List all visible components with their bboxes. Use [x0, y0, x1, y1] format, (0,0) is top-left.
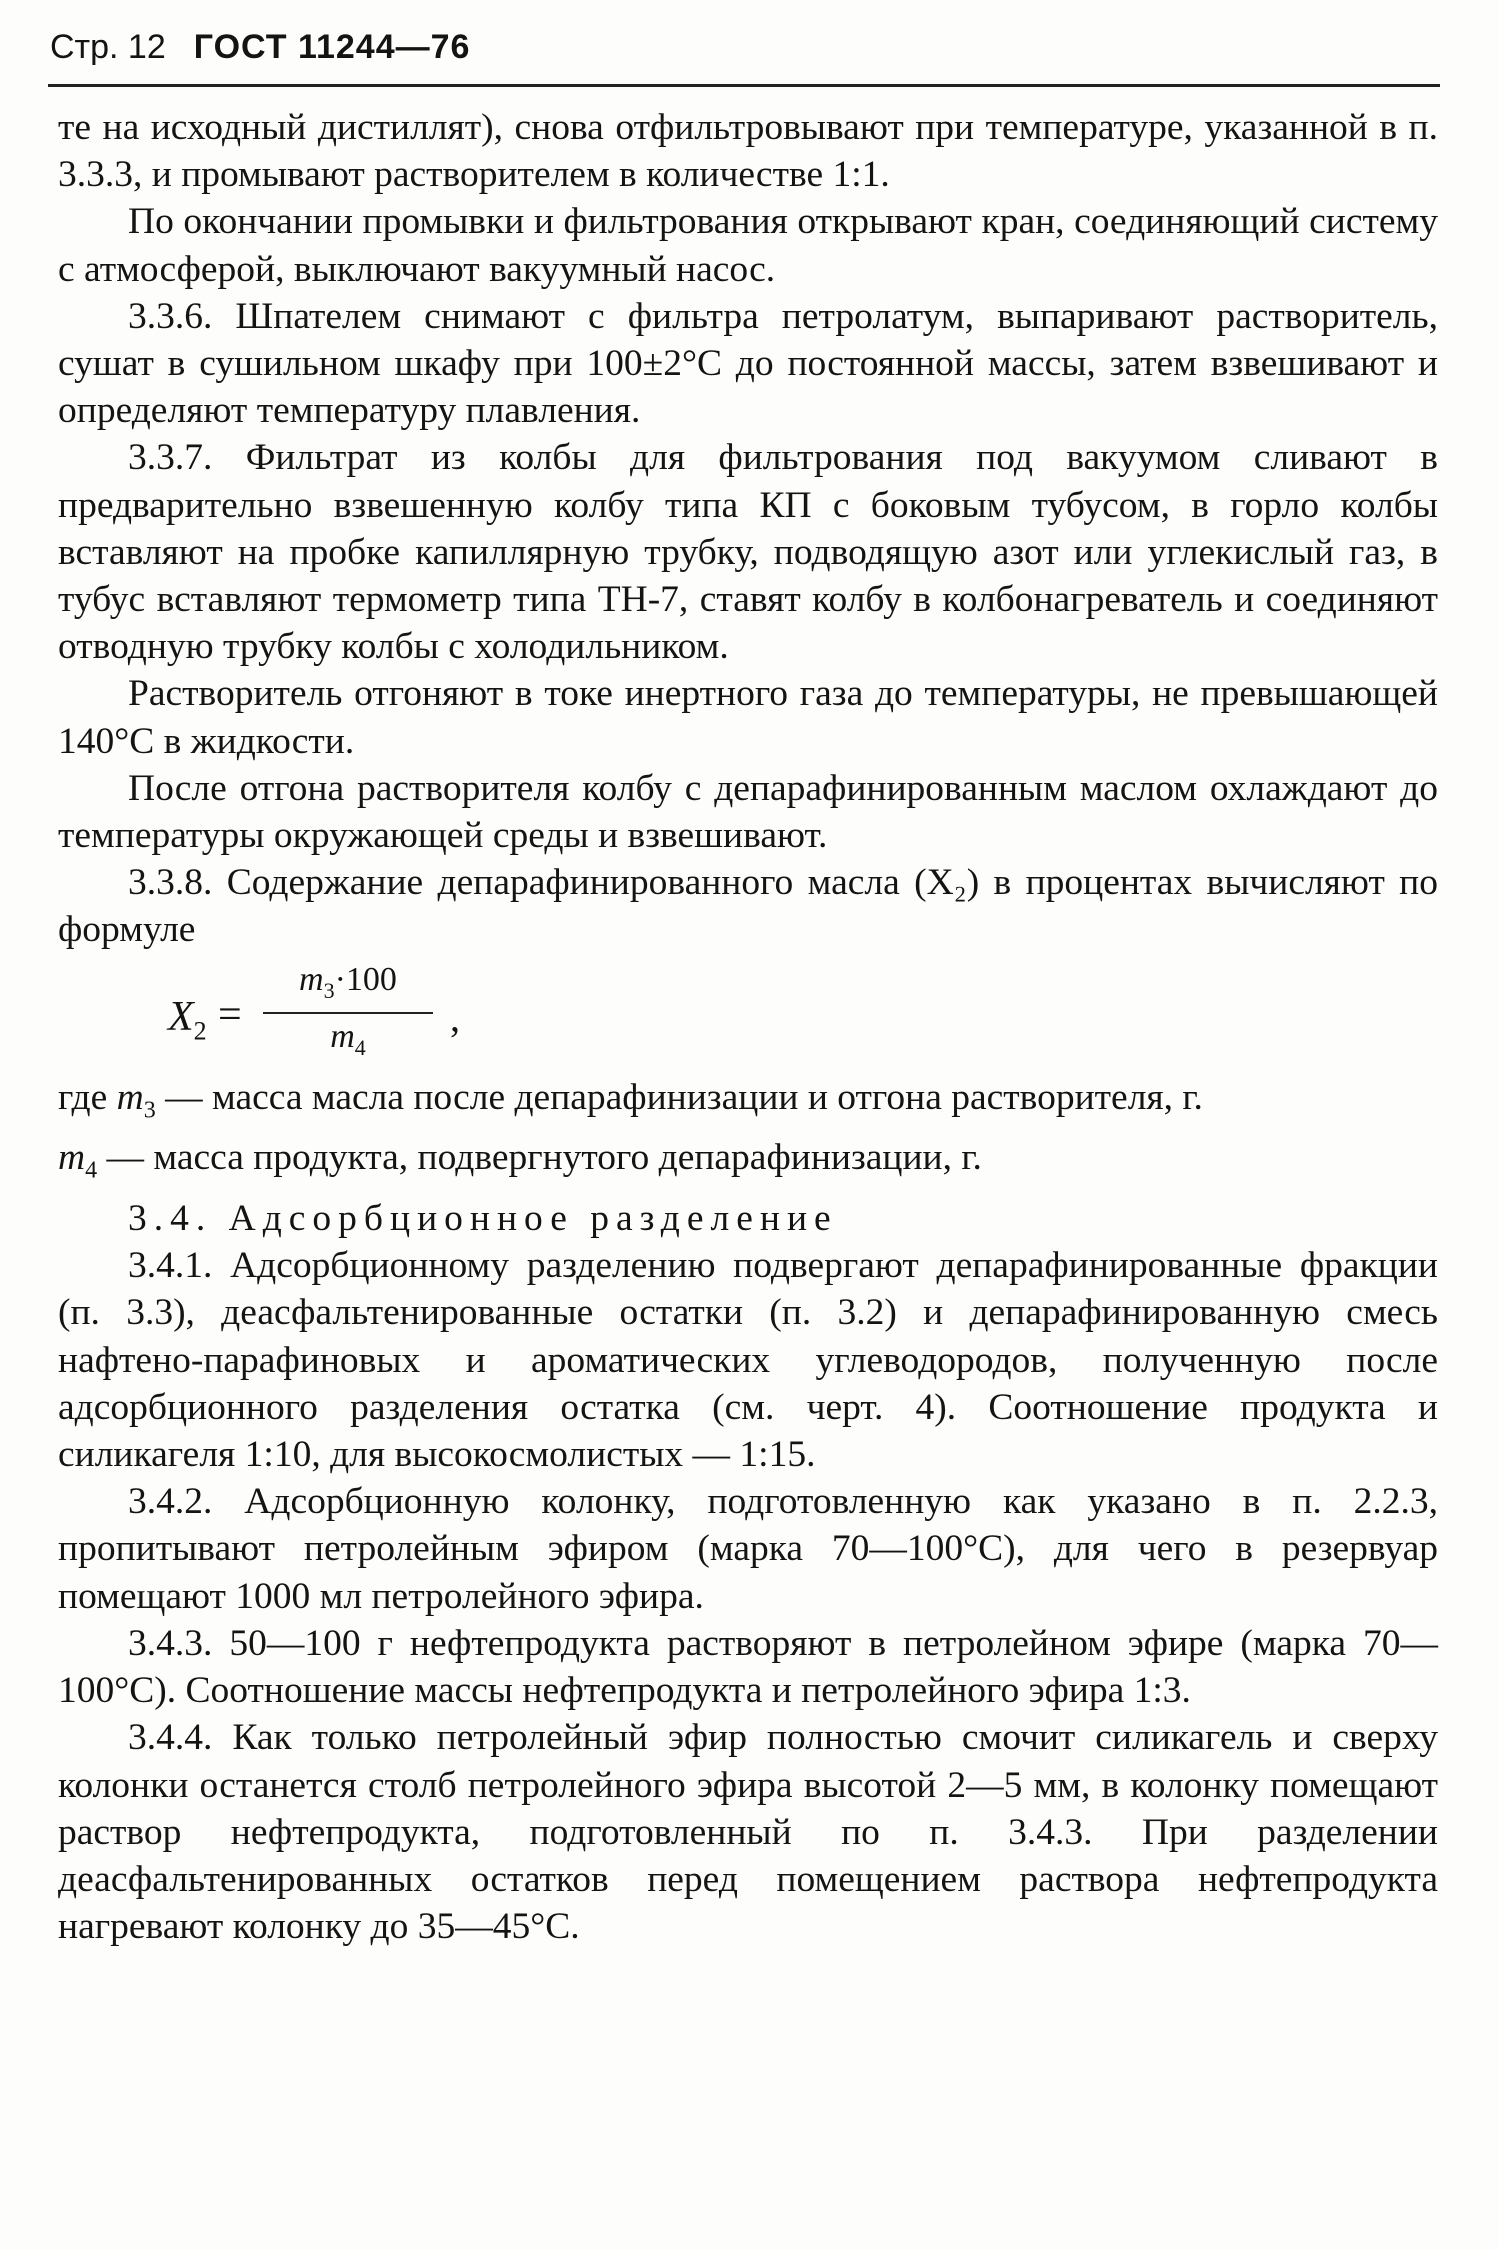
formula-lhs: $X_2$ — [168, 993, 207, 1046]
section-heading-3-4: 3.4. Адсорбционное разделение — [128, 1198, 838, 1240]
paragraph-3-3-6: 3.3.6. Шпателем снимают с фильтра петролатум, выпаривают растворитель, сушат в сушильном шкафу при 100±2°С до постоянной массы, затем взвешивают и определяют температуру плавления. — [58, 295, 1438, 432]
formula-denominator: $m_4$ — [330, 1018, 366, 1061]
formula-fraction — [263, 958, 433, 1072]
formula-x2 — [58, 958, 1438, 1068]
definition-m4 — [58, 1134, 1438, 1195]
var-m4: $m_4$ — [58, 1137, 98, 1184]
document-body — [58, 104, 1438, 1950]
definition-text: — масса масла после депарафинизации и отгона растворителя, г. — [165, 1076, 1203, 1118]
header-rule — [48, 84, 1440, 87]
standard-code: ГОСТ 11244—76 — [193, 28, 471, 66]
definition-text: — масса продукта, подвергнутого депарафинизации, г. — [106, 1137, 982, 1179]
paragraph: Растворитель отгоняют в токе инертного газа до температуры, не превышающей 140°С в жидкости. — [58, 673, 1438, 762]
formula-equals: = — [218, 991, 242, 1038]
paragraph-3-4-1: 3.4.1. Адсорбционному разделению подвергают депарафинированные фракции (п. 3.3), деасфальтенированные остатки (п. 3.2) и депарафинированную смесь нафтено-парафиновых и ароматических углеводородов, полученную после адсорбционного разделения остатка (см. черт. 4). Соотношение продукта и силикагеля 1:10, для высокосмолистых — 1:15. — [58, 1245, 1438, 1476]
definition-m3: где $m_3$ — масса масла после депарафинизации и отгона растворителя, г. — [58, 1074, 1438, 1135]
page-header — [50, 26, 470, 68]
formula-numerator: $m_3\cdot 100$ — [263, 958, 433, 1015]
paragraph-3-3-8: 3.3.8. Содержание депарафинированного масла (X₂) в процентах вычисляют по формуле — [58, 862, 1438, 951]
paragraph: После отгона растворителя колбу с депарафинированным маслом охлаждают до температуры окружающей среды и взвешивают. — [58, 767, 1438, 857]
paragraph: По окончании промывки и фильтрования открывают кран, соединяющий систему с атмосферой, выключают вакуумный насос. — [58, 201, 1438, 290]
paragraph-3-4-4: 3.4.4. Как только петролейный эфир полностью смочит силикагель и сверху колонки останется столб петролейного эфира высотой 2—5 мм, в колонку помещают раствор нефтепродукта, подготовленный по п. 3.4.3. При разделении деасфальтенированных остатков перед помещением раствора нефтепродукта нагревают колонку до 35—45°С. — [58, 1717, 1438, 1948]
paragraph-3-4-3: 3.4.3. 50—100 г нефтепродукта растворяют в петролейном эфире (марка 70—100°С). Соотношение массы нефтепродукта и петролейного эфира 1:3. — [58, 1622, 1438, 1712]
formula-comma: , — [450, 994, 460, 1040]
page-number: Стр. 12 — [50, 28, 166, 66]
paragraph-3-3-7: 3.3.7. Фильтрат из колбы для фильтрования под вакуумом сливают в предварительно взвешенную колбу типа КП с боковым тубусом, в горло колбы вставляют на пробке капиллярную трубку, подводящую азот или углекислый газ, в тубус вставляют термометр типа ТН-7, ставят колбу в колбонагреватель и соединяют отводную трубку колбы с холодильником. — [58, 437, 1438, 668]
var-m3: $m_3$ — [116, 1076, 156, 1124]
paragraph-3-4-2: 3.4.2. Адсорбционную колонку, подготовленную как указано в п. 2.2.3, пропитывают петролейным эфиром (марка 70—100°С), для чего в резервуар помещают 1000 мл петролейного эфира. — [58, 1481, 1438, 1617]
paragraph: те на исходный дистиллят), снова отфильтровывают при температуре, указанной в п. 3.3.3, и промывают растворителем в количестве 1:1. — [58, 107, 1438, 196]
